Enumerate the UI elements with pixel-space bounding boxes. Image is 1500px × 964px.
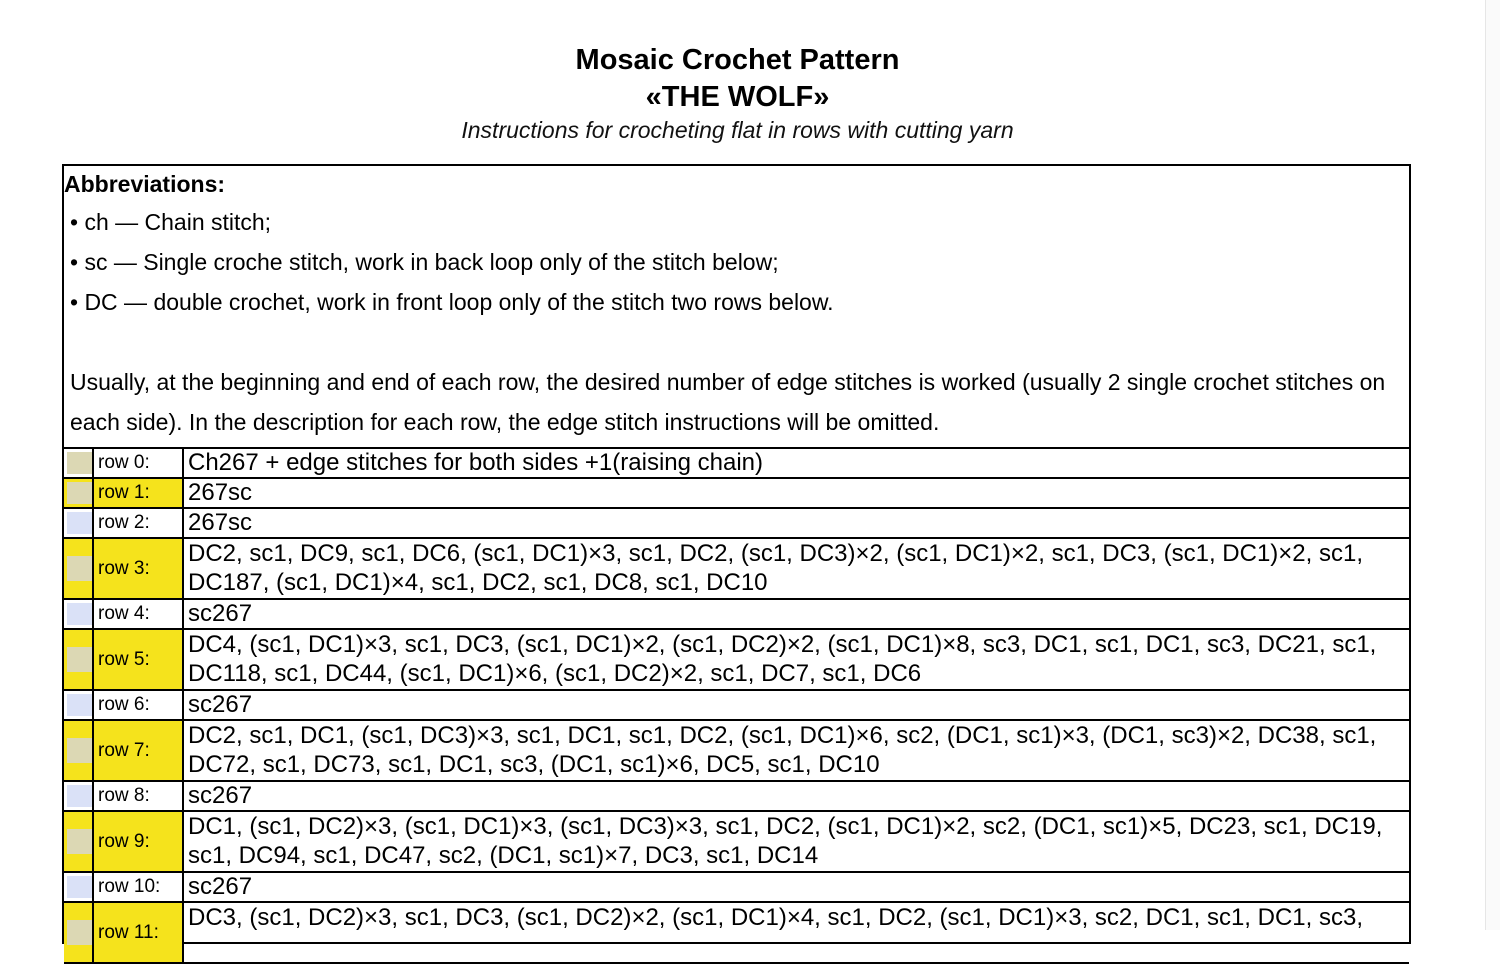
row-label: row 2: [94,509,184,537]
row-color-cell [64,449,94,477]
row-instructions: 267sc [188,509,253,536]
table-row [64,873,1409,903]
color-swatch [67,829,92,854]
color-swatch [67,647,92,672]
color-swatch [67,603,92,625]
color-swatch [67,512,92,534]
rows-list [64,449,1409,964]
row-label: row 4: [94,600,184,628]
row-label: row 8: [94,782,184,810]
row-label: row 3: [94,539,184,598]
scrollbar-track[interactable] [1485,0,1500,930]
color-swatch [67,482,92,504]
abbreviation-item: • ch — Chain stitch; [70,209,272,235]
row-color-cell [64,812,94,871]
pattern-name: «THE WOLF» [645,81,830,113]
table-row [64,509,1409,539]
table-row [64,903,1409,964]
row-color-cell [64,782,94,810]
row-color-cell [64,873,94,901]
instructions-subtitle: Instructions for crocheting flat in rows with cutting yarn [461,117,1014,143]
row-instructions: DC1, (sc1, DC2)×3, (sc1, DC1)×3, (sc1, DC3)×3, sc1, DC2, (sc1, DC1)×2, sc2, (DC1, sc1)×5, DC23, sc1, DC19, sc1, DC94, sc1, DC47, sc2, (DC1, sc1)×7, DC3, sc1, DC14 [188,813,1383,869]
abbreviation-item: • sc — Single croche stitch, work in back loop only of the stitch below; [70,249,779,275]
table-row [64,691,1409,721]
pattern-table [62,164,1411,944]
row-color-cell [64,903,94,962]
row-instructions: sc267 [188,600,253,627]
table-row [64,630,1409,691]
row-color-cell [64,630,94,689]
table-row [64,539,1409,600]
spacer [64,322,1403,362]
row-instructions: DC2, sc1, DC9, sc1, DC6, (sc1, DC1)×3, sc1, DC2, (sc1, DC3)×2, (sc1, DC1)×2, sc1, DC3, (sc1, DC1)×2, sc1, DC187, (sc1, DC1)×4, sc1, DC2, sc1, DC8, sc1, DC10 [188,540,1364,596]
row-instructions: 267sc [188,479,253,506]
table-row [64,600,1409,630]
table-row [64,782,1409,812]
table-row [64,479,1409,509]
abbreviations-section [64,166,1409,449]
table-row [64,721,1409,782]
abbreviation-item: • DC — double crochet, work in front loop only of the stitch two rows below. [70,289,834,315]
table-row [64,812,1409,873]
row-instructions: Ch267 + edge stitches for both sides +1(raising chain) [188,449,764,476]
row-color-cell [64,509,94,537]
row-color-cell [64,691,94,719]
color-swatch [67,556,92,581]
row-label: row 7: [94,721,184,780]
row-color-cell [64,479,94,507]
color-swatch [67,694,92,716]
row-label: row 10: [94,873,184,901]
color-swatch [67,920,92,945]
row-label: row 5: [94,630,184,689]
row-color-cell [64,600,94,628]
row-instructions: sc267 [188,873,253,900]
table-row [64,449,1409,479]
row-instructions: sc267 [188,691,253,718]
row-instructions: DC2, sc1, DC1, (sc1, DC3)×3, sc1, DC1, sc1, DC2, (sc1, DC1)×6, sc2, (DC1, sc1)×3, (DC1, sc3)×2, DC38, sc1, DC72, sc1, DC73, sc1, DC1, sc3, (DC1, sc1)×6, DC5, sc1, DC10 [188,722,1377,778]
row-label: row 11: [94,903,184,962]
color-swatch [67,876,92,898]
row-label: row 6: [94,691,184,719]
row-color-cell [64,721,94,780]
abbreviations-heading: Abbreviations: [64,171,226,197]
row-instructions: DC3, (sc1, DC2)×3, sc1, DC3, (sc1, DC2)×2, (sc1, DC1)×4, sc1, DC2, (sc1, DC1)×3, sc2, DC1, sc1, DC1, sc3, [188,904,1364,931]
row-instructions: sc267 [188,782,253,809]
row-label: row 1: [94,479,184,507]
row-color-cell [64,539,94,598]
row-label: row 9: [94,812,184,871]
color-swatch [67,452,92,474]
document-title: Mosaic Crochet Pattern [575,44,900,76]
row-label: row 0: [94,449,184,477]
color-swatch [67,785,92,807]
row-instructions: DC4, (sc1, DC1)×3, sc1, DC3, (sc1, DC1)×2, (sc1, DC2)×2, (sc1, DC1)×8, sc3, DC1, sc1, DC1, sc3, DC21, sc1, DC118, sc1, DC44, (sc1, DC1)×6, (sc1, DC2)×2, sc1, DC7, sc1, DC6 [188,631,1377,687]
edge-stitch-note: Usually, at the beginning and end of each row, the desired number of edge stitches is worked (usually 2 single crochet stitches on each side). In the description for each row, the edge stitch instructions will be omitted. [70,369,1386,435]
color-swatch [67,738,92,763]
